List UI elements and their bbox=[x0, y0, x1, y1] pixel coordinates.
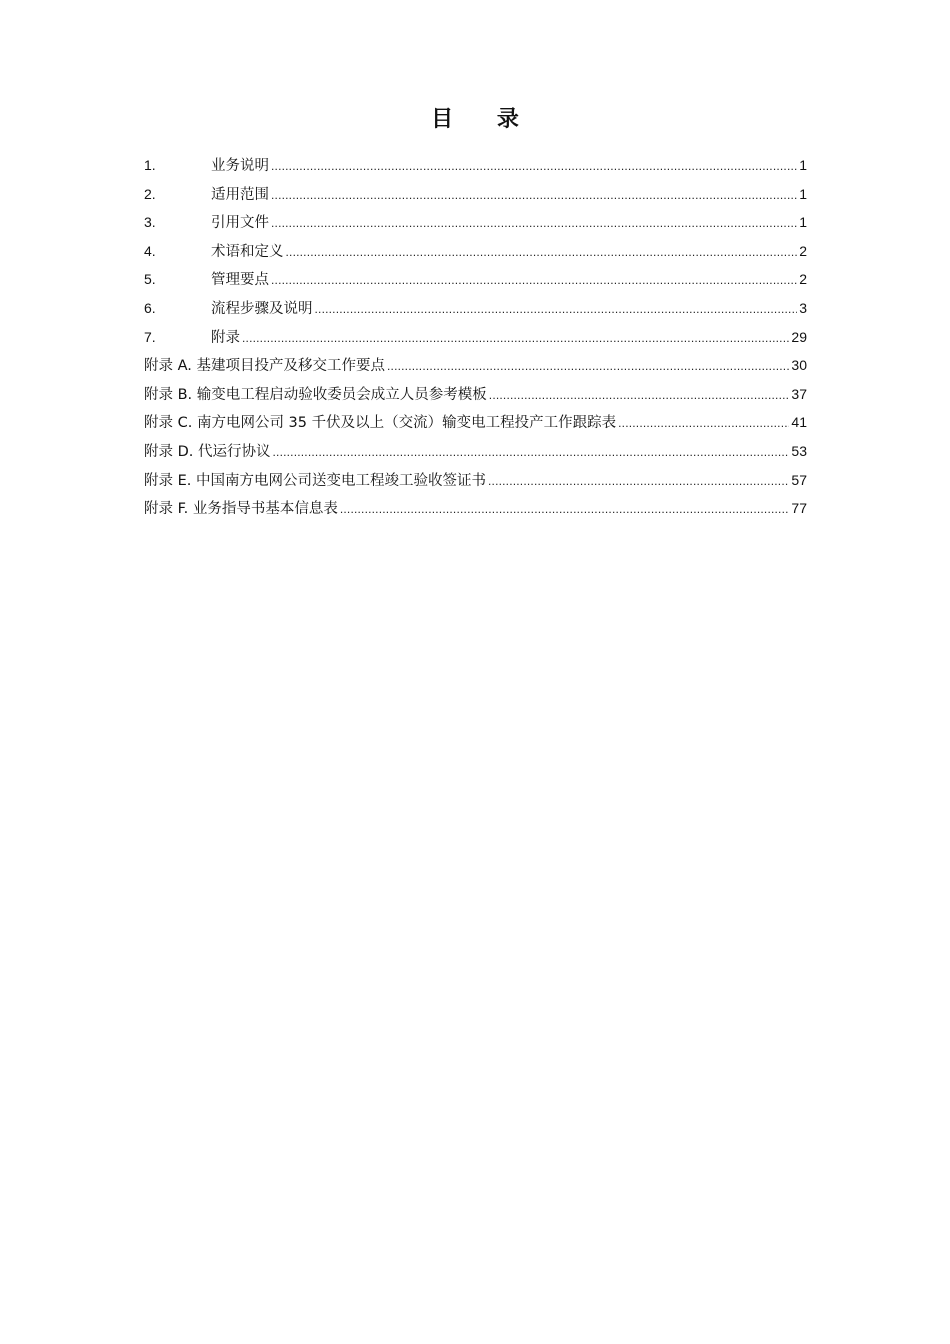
toc-entry-page: 2 bbox=[799, 271, 807, 288]
toc-entry-page: 57 bbox=[791, 471, 807, 488]
toc-entry-page: 77 bbox=[791, 500, 807, 517]
toc-dot-leader bbox=[271, 209, 797, 238]
toc-dot-leader bbox=[340, 495, 790, 524]
toc-entry-page: 2 bbox=[799, 242, 807, 259]
toc-entry-label: 适用范围 bbox=[211, 186, 269, 203]
toc-entry-label: 附录 F. 业务指导书基本信息表 bbox=[144, 501, 338, 518]
toc-entry-page: 53 bbox=[791, 442, 807, 459]
toc-dot-leader bbox=[489, 381, 790, 410]
toc-entry-label: 附录 B. 输变电工程启动验收委员会成立人员参考模板 bbox=[144, 386, 487, 403]
toc-entry-page: 29 bbox=[791, 328, 807, 345]
toc-entry-label: 附录 bbox=[211, 329, 240, 346]
toc-entry-label: 附录 D. 代运行协议 bbox=[144, 443, 271, 460]
toc-entry-label: 管理要点 bbox=[211, 272, 269, 289]
toc-entry-page: 1 bbox=[799, 185, 807, 202]
toc-entry-label: 附录 C. 南方电网公司 35 千伏及以上（交流）输变电工程投产工作跟踪表 bbox=[144, 415, 617, 432]
toc-entry-number: 4. bbox=[144, 242, 156, 259]
toc-entry-label: 流程步骤及说明 bbox=[211, 300, 313, 317]
toc-dot-leader bbox=[242, 324, 789, 353]
toc-dot-leader bbox=[271, 181, 797, 210]
toc-dot-leader bbox=[271, 152, 797, 181]
toc-title: 目 录 bbox=[431, 107, 537, 132]
toc-entry-appendix-b[interactable] bbox=[144, 380, 807, 409]
toc-entry-page: 41 bbox=[791, 414, 807, 431]
toc-dot-leader bbox=[273, 438, 790, 467]
toc-entry-appendix-e[interactable] bbox=[144, 466, 807, 495]
toc-entry-page: 30 bbox=[791, 357, 807, 374]
toc-entry-appendix-c[interactable] bbox=[144, 408, 807, 437]
toc-entry-number: 5. bbox=[144, 271, 156, 288]
toc-entry-label: 术语和定义 bbox=[211, 243, 284, 260]
toc-entry-4[interactable] bbox=[144, 237, 807, 266]
toc-dot-leader bbox=[387, 352, 789, 381]
toc-entry-5[interactable] bbox=[144, 265, 807, 294]
toc-entry-number: 7. bbox=[144, 328, 156, 345]
toc-dot-leader bbox=[618, 409, 789, 438]
toc-entry-page: 1 bbox=[799, 214, 807, 231]
toc-entry-label: 附录 E. 中国南方电网公司送变电工程竣工验收签证书 bbox=[144, 472, 486, 489]
toc-dot-leader bbox=[488, 467, 789, 496]
toc-entry-label: 引用文件 bbox=[211, 215, 269, 232]
toc-entry-label: 附录 A. 基建项目投产及移交工作要点 bbox=[144, 358, 385, 375]
toc-entry-appendix-d[interactable] bbox=[144, 437, 807, 466]
toc-entry-number: 2. bbox=[144, 185, 156, 202]
toc-entry-page: 3 bbox=[799, 299, 807, 316]
toc-entry-7[interactable] bbox=[144, 323, 807, 352]
toc-entry-6[interactable] bbox=[144, 294, 807, 323]
toc-entry-3[interactable] bbox=[144, 208, 807, 237]
toc-entry-appendix-f[interactable] bbox=[144, 494, 807, 523]
toc-entry-appendix-a[interactable] bbox=[144, 351, 807, 380]
toc-entry-1[interactable] bbox=[144, 151, 807, 180]
toc-entry-label: 业务说明 bbox=[211, 158, 269, 174]
toc-entry-number: 6. bbox=[144, 299, 156, 316]
toc-entry-number: 1. bbox=[144, 157, 156, 173]
table-of-contents bbox=[144, 151, 807, 523]
toc-entry-2[interactable] bbox=[144, 180, 807, 209]
toc-entry-number: 3. bbox=[144, 214, 156, 231]
toc-entry-page: 37 bbox=[791, 385, 807, 402]
toc-dot-leader bbox=[315, 295, 798, 324]
toc-dot-leader bbox=[271, 266, 797, 295]
toc-dot-leader bbox=[286, 238, 798, 267]
toc-entry-page: 1 bbox=[799, 157, 807, 173]
